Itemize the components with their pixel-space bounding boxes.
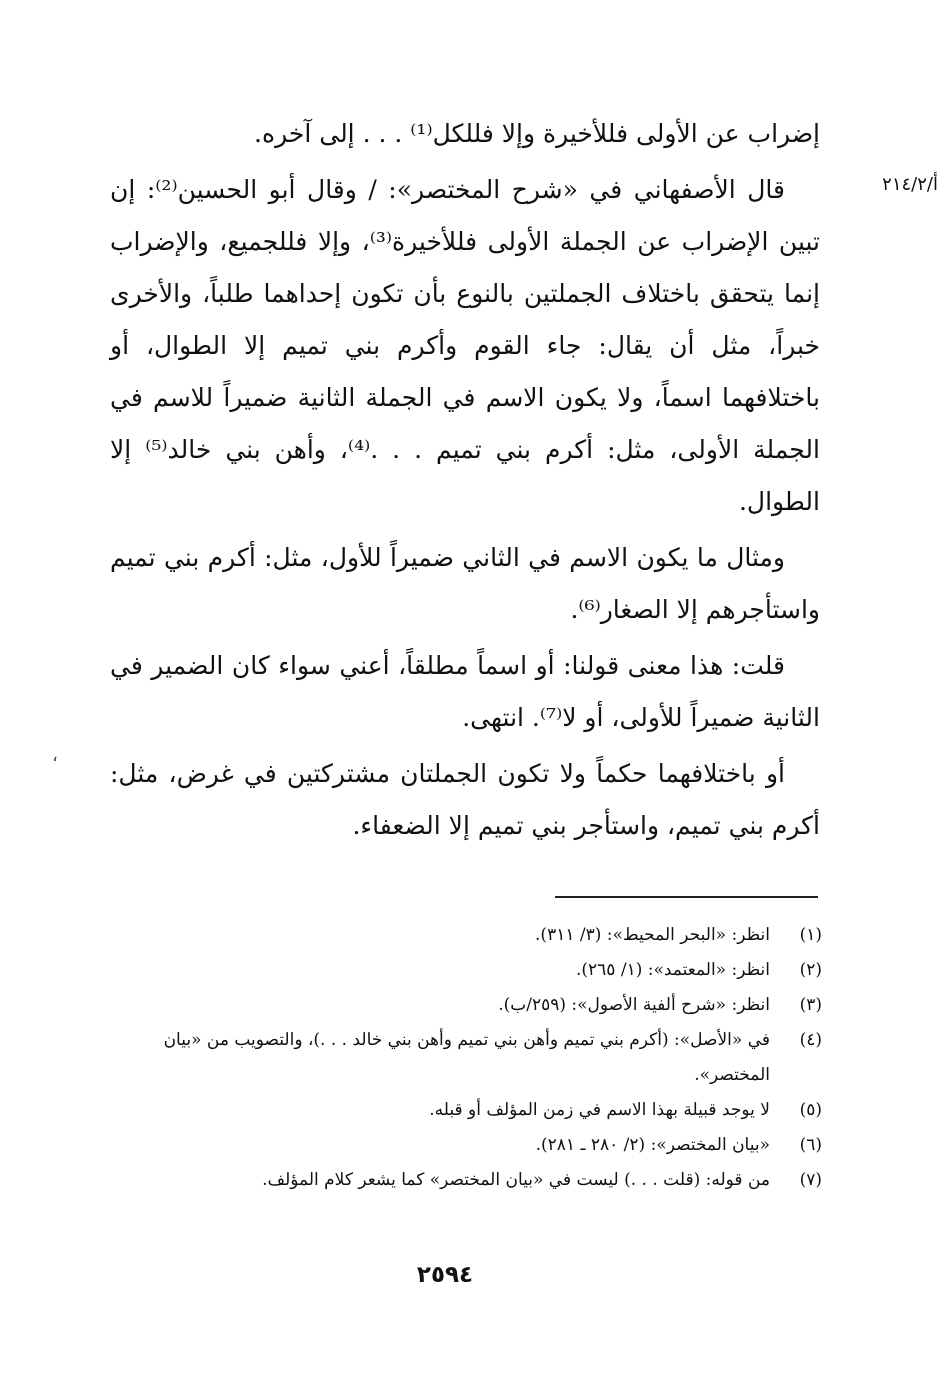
footnote-number: (١) bbox=[799, 925, 822, 945]
footnote bbox=[100, 1128, 822, 1163]
footnote bbox=[100, 988, 822, 1023]
footnote-number: (٧) bbox=[799, 1170, 822, 1190]
footnote bbox=[100, 1023, 822, 1093]
margin-mark: ، bbox=[52, 745, 58, 766]
footnote bbox=[100, 953, 822, 988]
footnote bbox=[100, 918, 822, 953]
footnotes bbox=[100, 918, 822, 1198]
footnote-text: انظر: «المعتمد»: (١/ ٢٦٥). bbox=[575, 960, 770, 980]
footnote-text: «بيان المختصر»: (٢/ ٢٨٠ ـ ٢٨١). bbox=[535, 1135, 770, 1155]
paragraph: إضراب عن الأولى فللأخيرة وإلا فللكل⁽¹⁾ . . . إلى آخره. bbox=[254, 119, 820, 148]
page-number: ٢٥٩٤ bbox=[416, 1262, 474, 1288]
main-text bbox=[110, 108, 820, 856]
manuscript-folio-note: أ/٢١٤/٢ bbox=[882, 174, 938, 195]
footnote-text: انظر: «شرح ألفية الأصول»: (٢٥٩/ب). bbox=[498, 995, 770, 1015]
paragraph: أو باختلافهما حكماً ولا تكون الجملتان مشتركتين في غرض، مثل: أكرم بني تميم، واستأجر بني تميم إلا الضعفاء. bbox=[110, 759, 820, 840]
footnote-number: (٥) bbox=[799, 1100, 822, 1120]
footnote-text: في «الأصل»: (أكرم بني تميم وأهن بني تميم وأهن بني خالد . . .)، والتصويب من «بيان المختصر». bbox=[163, 1030, 770, 1085]
footnote-number: (٤) bbox=[799, 1030, 822, 1050]
paragraph: ومثال ما يكون الاسم في الثاني ضميراً للأول، مثل: أكرم بني تميم واستأجرهم إلا الصغار⁽⁶⁾. bbox=[110, 543, 820, 624]
footnote-divider bbox=[555, 896, 818, 898]
footnote-number: (٣) bbox=[799, 995, 822, 1015]
footnote-text: انظر: «البحر المحيط»: (٣/ ٣١١). bbox=[535, 925, 770, 945]
paragraph: قال الأصفهاني في «شرح المختصر»: / وقال أبو الحسين⁽²⁾: إن تبين الإضراب عن الجملة الأولى فللأخيرة⁽³⁾، وإلا فللجميع، والإضراب إنما يتحقق باختلاف الجملتين بالنوع بأن تكون إحداهما طلباً، والأخرى خبراً، مثل أن يقال: جاء القوم وأكرم بني تميم إلا الطوال، أو باختلافهما اسماً، ولا يكون الاسم في الجملة الثانية ضميراً للاسم في الجملة الأولى، مثل: أكرم بني تميم . . .⁽⁴⁾، وأهن بني خالد⁽⁵⁾ إلا الطوال. bbox=[110, 175, 820, 516]
footnote-number: (٦) bbox=[799, 1135, 822, 1155]
footnote bbox=[100, 1093, 822, 1128]
footnote-text: لا يوجد قبيلة بهذا الاسم في زمن المؤلف أو قبله. bbox=[429, 1100, 770, 1120]
paragraph: قلت: هذا معنى قولنا: أو اسماً مطلقاً، أعني سواء كان الضمير في الثانية ضميراً للأولى، أو لا⁽⁷⁾. انتهى. bbox=[110, 651, 820, 732]
footnote-number: (٢) bbox=[799, 960, 822, 980]
footnote-text: من قوله: (قلت . . .) ليست في «بيان المختصر» كما يشعر كلام المؤلف. bbox=[262, 1170, 770, 1190]
footnote bbox=[100, 1163, 822, 1198]
